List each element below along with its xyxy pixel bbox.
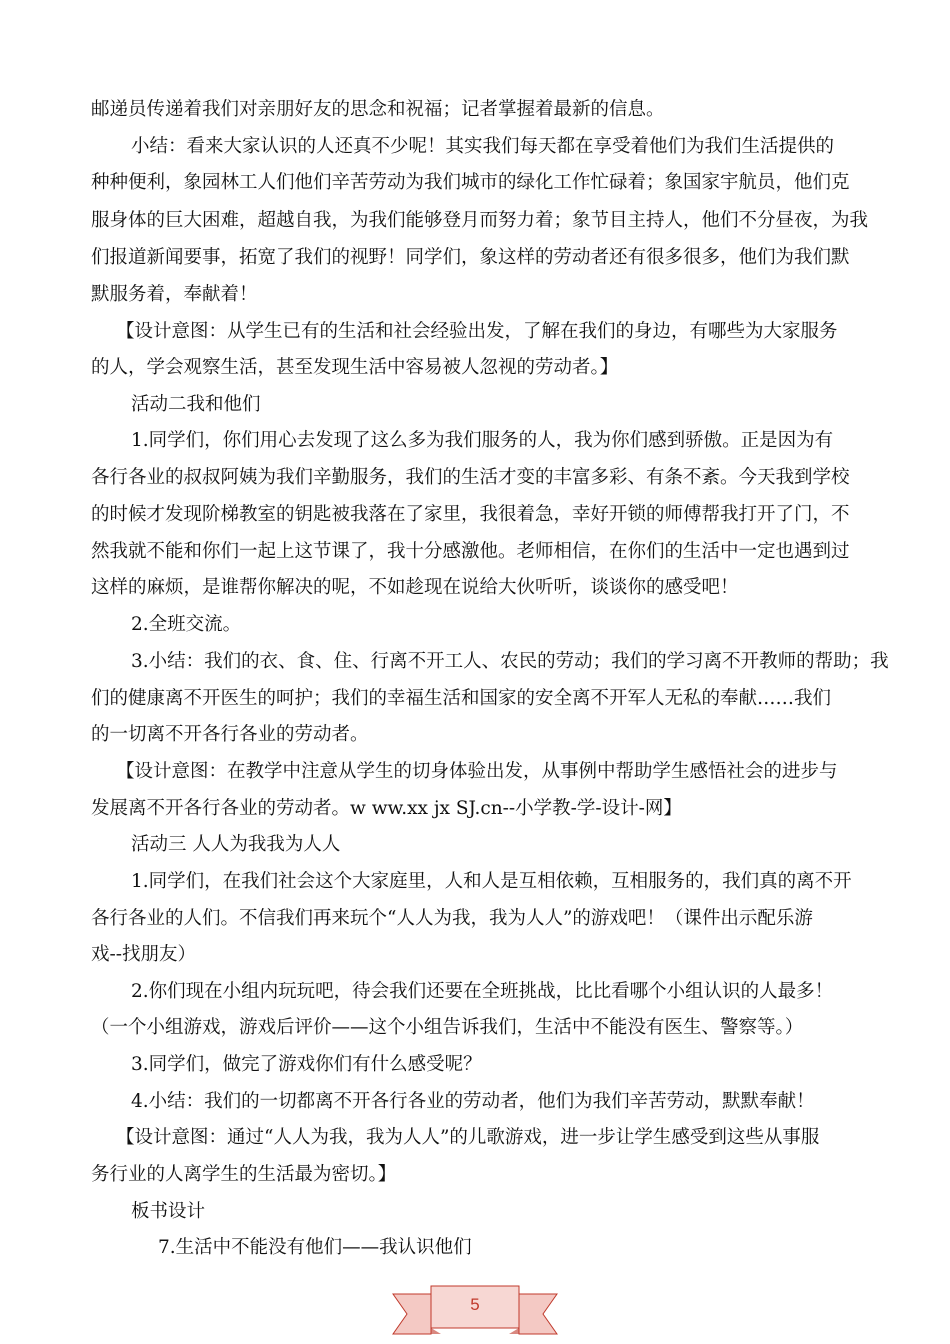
text-line: 们报道新闻要事，拓宽了我们的视野！同学们，象这样的劳动者还有很多很多，他们为我们默: [91, 247, 850, 268]
text-line: 然我就不能和你们一起上这节课了，我十分感激他。老师相信，在你们的生活中一定也遇到过: [91, 541, 850, 562]
section-heading: 活动二我和他们: [131, 394, 261, 415]
text-line: 的人，学会观察生活，甚至发现生活中容易被人忽视的劳动者。】: [91, 357, 619, 378]
text-line: 这样的麻烦，是谁帮你解决的呢，不如趁现在说给大伙听听，谈谈你的感受吧！: [91, 577, 739, 598]
text-line: 的一切离不开各行各业的劳动者。: [91, 724, 369, 745]
text-line: 1.同学们，在我们社会这个大家庭里，人和人是互相依赖，互相服务的，我们真的离不开: [131, 871, 852, 892]
text-line: 戏--找朋友）: [91, 944, 197, 965]
text-line: 1.同学们，你们用心去发现了这么多为我们服务的人，我为你们感到骄傲。正是因为有: [131, 430, 834, 451]
text-line: 4.小结：我们的一切都离不开各行各业的劳动者，他们为我们辛苦劳动，默默奉献！: [131, 1091, 815, 1112]
text-line: 默服务着，奉献着！: [91, 284, 258, 305]
text-line: 服身体的巨大困难，超越自我，为我们能够登月而努力着；象节目主持人，他们不分昼夜，为我: [91, 210, 869, 231]
text-line: 各行各业的叔叔阿姨为我们辛勤服务，我们的生活才变的丰富多彩、有条不紊。今天我到学校: [91, 467, 850, 488]
text-line: 们的健康离不开医生的呵护；我们的幸福生活和国家的安全离不开军人无私的奉献……我们: [91, 688, 832, 709]
text-line: 邮递员传递着我们对亲朋好友的思念和祝福；记者掌握着最新的信息。: [91, 99, 665, 120]
section-heading: 板书设计: [131, 1201, 206, 1222]
section-heading: 活动三 人人为我我为人人: [131, 834, 341, 855]
text-line: 3.同学们，做完了游戏你们有什么感受呢？: [131, 1054, 482, 1075]
text-line: 务行业的人离学生的生活最为密切。】: [91, 1164, 397, 1185]
text-line: 2.你们现在小组内玩玩吧，待会我们还要在全班挑战，比比看哪个小组认识的人最多！: [131, 981, 834, 1002]
text-line: 发展离不开各行各业的劳动者。w ww.xx jx SJ.cn--小学教-学-设计-网】: [91, 798, 682, 819]
design-intent-note: 【设计意图：从学生已有的生活和社会经验出发，了解在我们的身边，有哪些为大家服务: [116, 321, 838, 342]
text-line: 各行各业的人们。不信我们再来玩个“人人为我，我为人人”的游戏吧！（课件出示配乐游: [91, 908, 813, 929]
design-intent-note: 【设计意图：在教学中注意从学生的切身体验出发，从事例中帮助学生感悟社会的进步与: [116, 761, 838, 782]
text-line: 的时候才发现阶梯教室的钥匙被我落在了家里，我很着急，幸好开锁的师傅帮我打开了门，不: [91, 504, 850, 525]
text-line: 小结：看来大家认识的人还真不少呢！其实我们每天都在享受着他们为我们生活提供的: [131, 136, 835, 157]
text-line: 3.小结：我们的衣、食、住、行离不开工人、农民的劳动；我们的学习离不开教师的帮助；我: [131, 651, 889, 672]
text-line: 2.全班交流。: [131, 614, 242, 635]
text-line: 种种便利，象园林工人们他们辛苦劳动为我们城市的绿化工作忙碌着；象国家宇航员，他们克: [91, 172, 850, 193]
design-intent-note: 【设计意图：通过“人人为我，我为人人”的儿歌游戏，进一步让学生感受到这些从事服: [116, 1127, 820, 1148]
page-number: 5: [470, 1295, 480, 1314]
board-design-title: 7.生活中不能没有他们——我认识他们: [158, 1237, 472, 1258]
text-line: （一个小组游戏，游戏后评价——这个小组告诉我们，生活中不能没有医生、警察等。）: [91, 1017, 804, 1038]
